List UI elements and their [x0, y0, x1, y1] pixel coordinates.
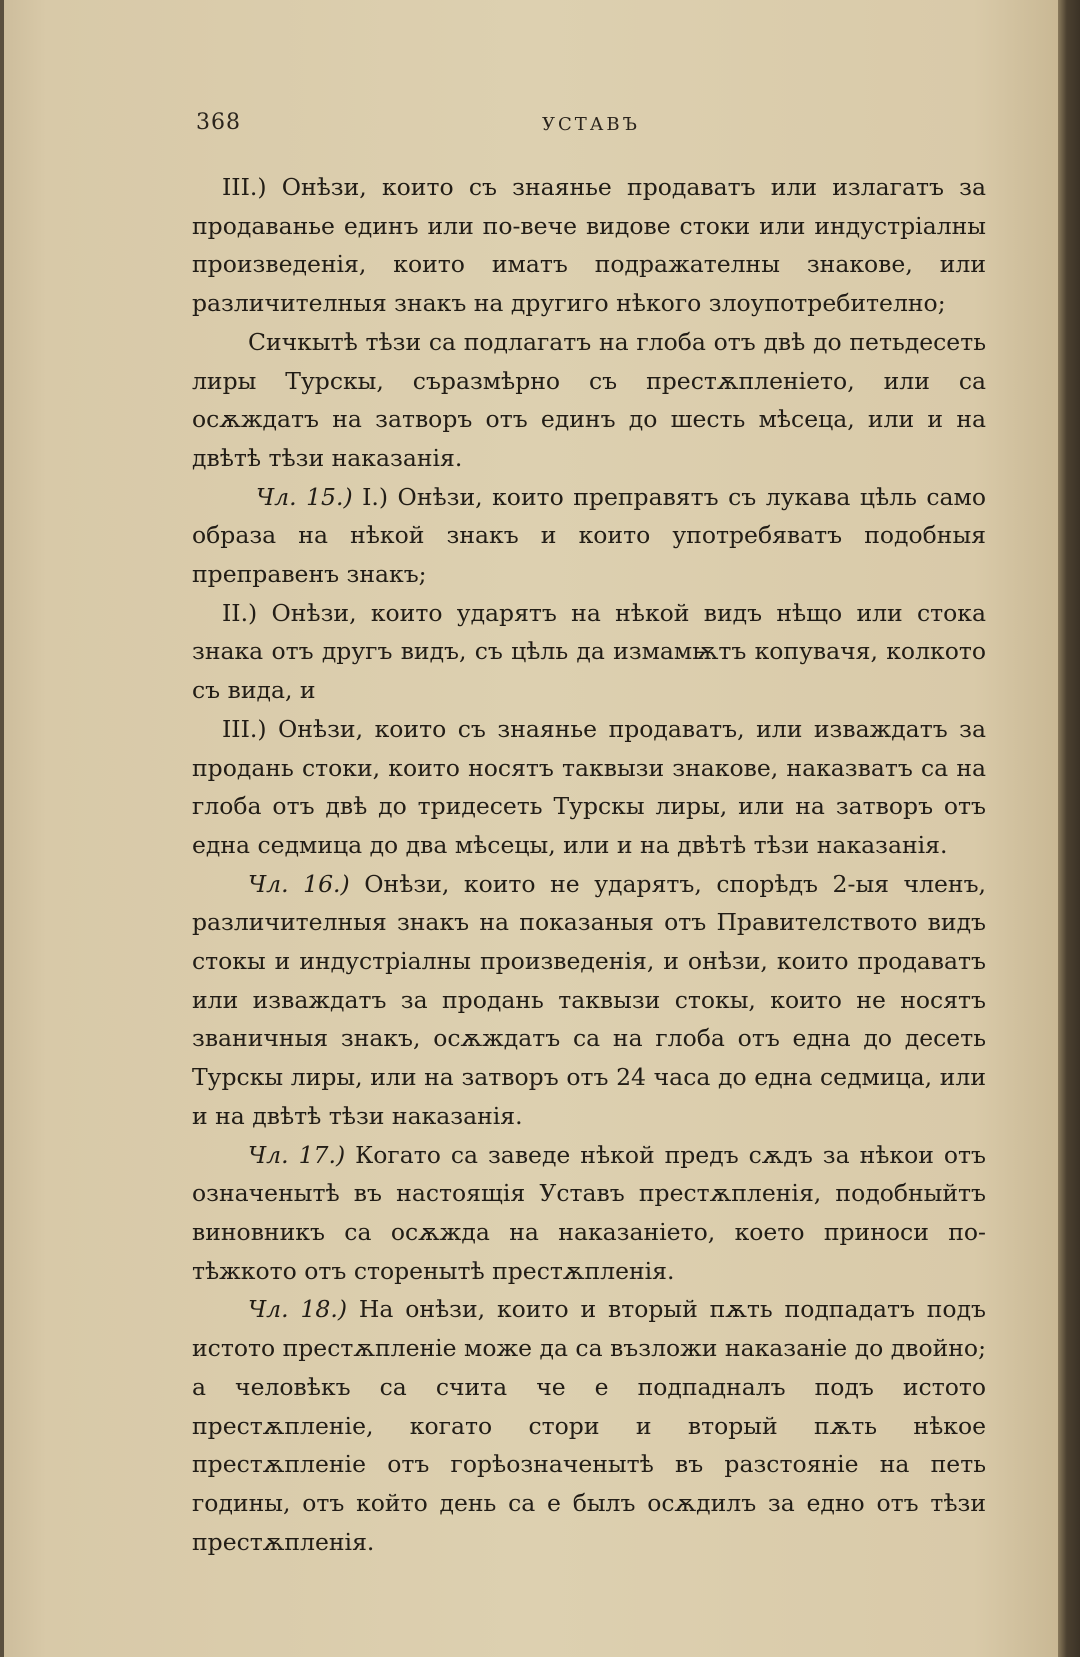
article-number: Чл. 16.)	[248, 869, 350, 898]
paragraph-text: I.) Онѣзи, които преправятъ съ лукава цѣль само образа на нѣкой знакъ и които употребяватъ подобныя преправенъ знакъ;	[192, 482, 986, 589]
paragraph-penalty-summary	[192, 323, 986, 478]
page-header	[196, 110, 986, 146]
article-15-item-iii	[192, 710, 986, 865]
book-page	[4, 0, 1058, 1657]
paragraph-iii-counterfeit-sale	[192, 168, 986, 323]
article-number: Чл. 17.)	[248, 1140, 346, 1169]
article-15	[192, 478, 986, 594]
paragraph-text: Когато са заведе нѣкой предъ сѫдъ за нѣкои отъ означенытѣ въ настоящія Уставъ престѫпленія, подобныйтъ виновникъ са осѫжда на наказаніето, което приноси по-тѣжкото отъ сторенытѣ престѫпленія.	[192, 1140, 986, 1285]
article-17	[192, 1136, 986, 1291]
article-number: Чл. 15.)	[256, 482, 353, 511]
body-text	[192, 168, 986, 1561]
page-number: 368	[196, 110, 241, 135]
paragraph-text: Сичкытѣ тѣзи са подлагатъ на глоба отъ двѣ до петьдесеть лиры Турскы, съразмѣрно съ престѫпленіето, или са осѫждатъ на затворъ отъ единъ до шесть мѣсеца, или и на двѣтѣ тѣзи наказанія.	[192, 327, 986, 472]
page-edge-shadow	[1058, 0, 1080, 1657]
paragraph-text: III.) Онѣзи, които съ знаянье продаватъ, или изваждатъ за продань стоки, които носятъ таквызи знакове, наказватъ са на глоба отъ двѣ до тридесеть Турскы лиры, или на затворъ отъ една седмица до два мѣсецы, или и на двѣтѣ тѣзи наказанія.	[192, 714, 986, 859]
paragraph-text: III.) Онѣзи, които съ знаянье продаватъ или излагатъ за продаванье единъ или по-вече видове стоки или индустріалны произведенія, които иматъ подражателны знакове, или различителныя знакъ на другиго нѣкого злоупотребително;	[192, 173, 986, 318]
paragraph-text: На онѣзи, които и вторый пѫть подпадатъ подъ истото престѫпленіе може да са възложи наказаніе до двойно; а человѣкъ са счита че е подпадналъ подъ истото престѫпленіе, когато стори и вторый пѫть нѣкое престѫпленіе отъ горѣозначенытѣ въ разстояніе на петь годины, отъ който день са е былъ осѫдилъ за едно отъ тѣзи престѫпленія.	[192, 1295, 986, 1556]
running-title: УСТАВЪ	[542, 114, 640, 135]
article-number: Чл. 18.)	[248, 1295, 347, 1324]
paragraph-text: II.) Онѣзи, които ударятъ на нѣкой видъ нѣщо или стока знака отъ другъ видъ, съ цѣль да измамѭтъ копувачя, колкото съ вида, и	[192, 598, 986, 705]
paragraph-text: Онѣзи, които не ударятъ, спорѣдъ 2-ыя членъ, различителныя знакъ на показаныя отъ Правителството видъ стокы и индустріалны произведенія, и онѣзи, които продаватъ или изваждатъ за продань таквызи стокы, които не носятъ званичныя знакъ, осѫждатъ са на глоба отъ една до десеть Турскы лиры, или на затворъ отъ 24 часа до една седмица, или и на двѣтѣ тѣзи наказанія.	[192, 869, 986, 1130]
article-16	[192, 865, 986, 1136]
article-15-item-ii	[192, 594, 986, 710]
article-18	[192, 1290, 986, 1561]
